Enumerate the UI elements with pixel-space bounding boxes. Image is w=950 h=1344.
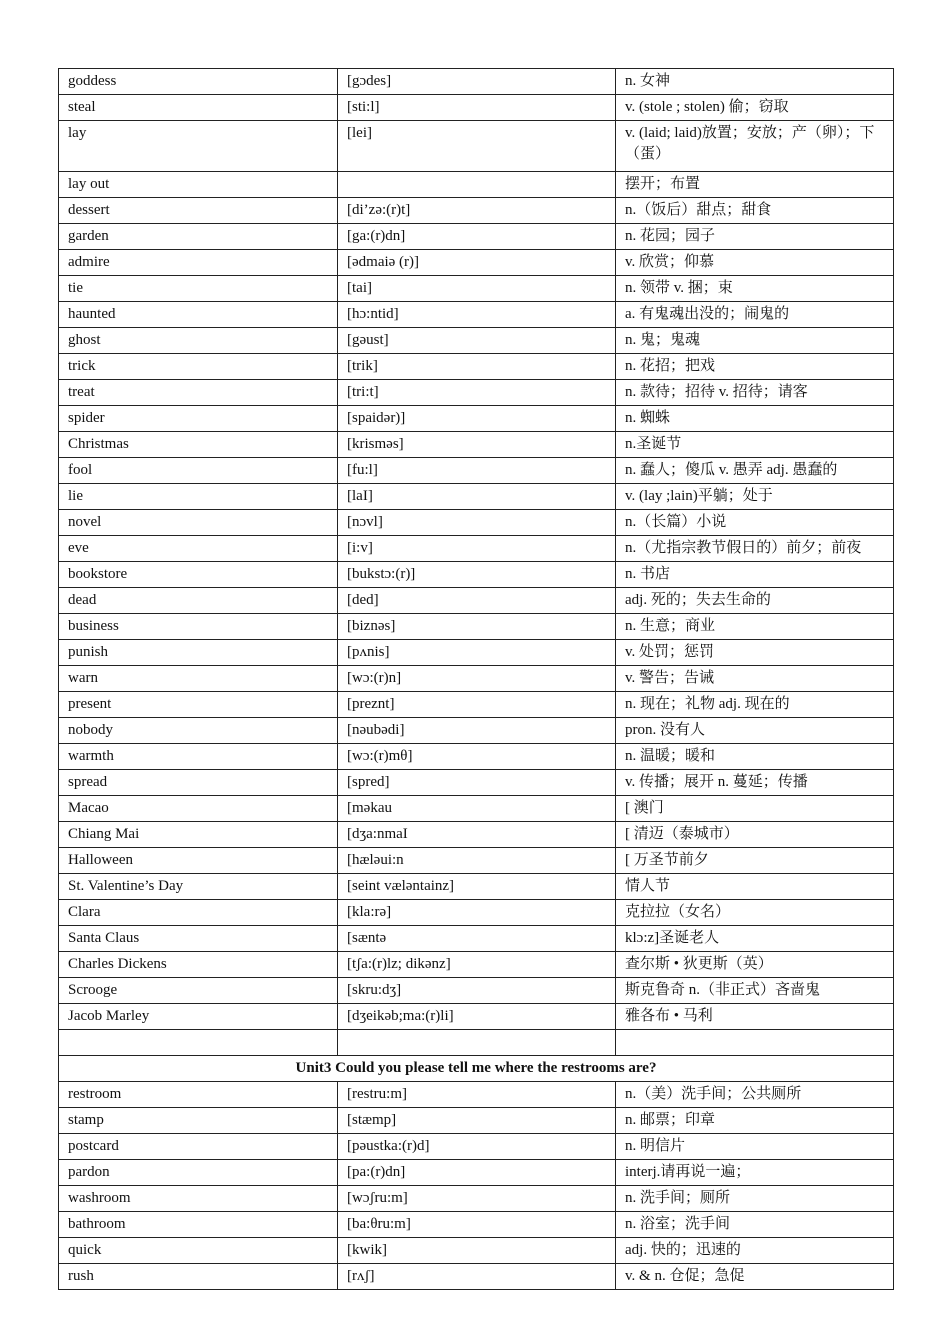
word-cell: dead <box>59 588 338 614</box>
word-cell: rush <box>59 1264 338 1290</box>
phonetic-cell: [nəubədi] <box>338 718 616 744</box>
table-row <box>59 900 894 926</box>
phonetic-cell: [bukstɔ:(r)] <box>338 562 616 588</box>
word-cell: Jacob Marley <box>59 1004 338 1030</box>
vocabulary-rows-part-1 <box>59 69 894 1056</box>
word-cell: quick <box>59 1238 338 1264</box>
vocabulary-page <box>58 68 892 1290</box>
meaning-cell: n.（饭后）甜点；甜食 <box>616 198 894 224</box>
phonetic-cell: [sæntə <box>338 926 616 952</box>
word-cell: postcard <box>59 1134 338 1160</box>
table-row <box>59 1212 894 1238</box>
phonetic-cell: [ədmaiə (r)] <box>338 250 616 276</box>
meaning-cell: n. 洗手间；厕所 <box>616 1186 894 1212</box>
table-row <box>59 692 894 718</box>
meaning-cell: 斯克鲁奇 n.（非正式）吝啬鬼 <box>616 978 894 1004</box>
table-row <box>59 328 894 354</box>
phonetic-cell: [kla:rə] <box>338 900 616 926</box>
meaning-cell: n. 蠢人；傻瓜 v. 愚弄 adj. 愚蠢的 <box>616 458 894 484</box>
word-cell: restroom <box>59 1082 338 1108</box>
table-row <box>59 796 894 822</box>
word-cell: washroom <box>59 1186 338 1212</box>
vocabulary-rows-part-2 <box>59 1082 894 1290</box>
phonetic-cell: [preznt] <box>338 692 616 718</box>
table-row <box>59 1082 894 1108</box>
table-row <box>59 224 894 250</box>
meaning-cell: n. 明信片 <box>616 1134 894 1160</box>
phonetic-cell: [di’zə:(r)t] <box>338 198 616 224</box>
phonetic-cell: [hæləui:n <box>338 848 616 874</box>
meaning-cell: klɔ:z]圣诞老人 <box>616 926 894 952</box>
phonetic-cell: [fu:l] <box>338 458 616 484</box>
unit-heading: Unit3 Could you please tell me where the restrooms are? <box>59 1056 894 1082</box>
phonetic-cell: [wɔ:(r)mθ] <box>338 744 616 770</box>
table-row <box>59 484 894 510</box>
phonetic-cell: [kwik] <box>338 1238 616 1264</box>
meaning-cell: n. 花招；把戏 <box>616 354 894 380</box>
word-cell: garden <box>59 224 338 250</box>
table-row <box>59 250 894 276</box>
table-row <box>59 458 894 484</box>
phonetic-cell: [stæmp] <box>338 1108 616 1134</box>
meaning-cell: n. 书店 <box>616 562 894 588</box>
meaning-cell: n. 现在；礼物 adj. 现在的 <box>616 692 894 718</box>
word-cell: nobody <box>59 718 338 744</box>
table-row <box>59 276 894 302</box>
word-cell: business <box>59 614 338 640</box>
phonetic-cell: [wɔʃru:m] <box>338 1186 616 1212</box>
meaning-cell: n.（长篇）小说 <box>616 510 894 536</box>
meaning-cell: n. 女神 <box>616 69 894 95</box>
phonetic-cell: [spaidər)] <box>338 406 616 432</box>
table-row <box>59 69 894 95</box>
phonetic-cell: [tai] <box>338 276 616 302</box>
meaning-cell: pron. 没有人 <box>616 718 894 744</box>
word-cell: goddess <box>59 69 338 95</box>
phonetic-cell: [pʌnis] <box>338 640 616 666</box>
meaning-cell: n.（尤指宗教节假日的）前夕；前夜 <box>616 536 894 562</box>
meaning-cell: [ 澳门 <box>616 796 894 822</box>
meaning-cell: n. 蜘蛛 <box>616 406 894 432</box>
table-row <box>59 510 894 536</box>
table-row <box>59 1186 894 1212</box>
table-row <box>59 770 894 796</box>
word-cell: punish <box>59 640 338 666</box>
word-cell: ghost <box>59 328 338 354</box>
phonetic-cell: [pəustka:(r)d] <box>338 1134 616 1160</box>
meaning-cell: n. 温暖；暖和 <box>616 744 894 770</box>
phonetic-cell: [wɔ:(r)n] <box>338 666 616 692</box>
phonetic-cell: [ded] <box>338 588 616 614</box>
table-row <box>59 406 894 432</box>
meaning-cell: [ 清迈（泰城市） <box>616 822 894 848</box>
meaning-cell: n. 款待；招待 v. 招待；请客 <box>616 380 894 406</box>
table-row <box>59 666 894 692</box>
meaning-cell: 雅各布 • 马利 <box>616 1004 894 1030</box>
table-row <box>59 432 894 458</box>
meaning-cell: n. 花园；园子 <box>616 224 894 250</box>
word-cell: steal <box>59 95 338 121</box>
phonetic-cell: [tʃa:(r)lz; dikənz] <box>338 952 616 978</box>
meaning-cell: n. 邮票；印章 <box>616 1108 894 1134</box>
meaning-cell: adj. 快的；迅速的 <box>616 1238 894 1264</box>
phonetic-cell: [seint vælәntainz] <box>338 874 616 900</box>
meaning-cell: v. (lay ;lain)平躺；处于 <box>616 484 894 510</box>
word-cell: Scrooge <box>59 978 338 1004</box>
word-cell: lay <box>59 121 338 172</box>
phonetic-cell: [restru:m] <box>338 1082 616 1108</box>
table-row <box>59 978 894 1004</box>
table-row <box>59 1160 894 1186</box>
word-cell: warmth <box>59 744 338 770</box>
phonetic-cell: [lei] <box>338 121 616 172</box>
table-row <box>59 614 894 640</box>
word-cell: pardon <box>59 1160 338 1186</box>
table-row <box>59 95 894 121</box>
word-cell: tie <box>59 276 338 302</box>
phonetic-cell: [trik] <box>338 354 616 380</box>
table-row <box>59 354 894 380</box>
unit-heading-section <box>59 1056 894 1082</box>
word-cell: present <box>59 692 338 718</box>
meaning-cell: v. 警告；告诫 <box>616 666 894 692</box>
word-cell: lay out <box>59 172 338 198</box>
phonetic-cell: [skru:dʒ] <box>338 978 616 1004</box>
vocabulary-table <box>58 68 894 1290</box>
table-row <box>59 1030 894 1056</box>
phonetic-cell: [i:v] <box>338 536 616 562</box>
meaning-cell: interj.请再说一遍； <box>616 1160 894 1186</box>
meaning-cell: 克拉拉（女名） <box>616 900 894 926</box>
table-row <box>59 302 894 328</box>
phonetic-cell: [nɔvl] <box>338 510 616 536</box>
phonetic-cell: [gəust] <box>338 328 616 354</box>
table-row <box>59 536 894 562</box>
meaning-cell: n. 鬼；鬼魂 <box>616 328 894 354</box>
table-row <box>59 588 894 614</box>
table-row <box>59 822 894 848</box>
meaning-cell: n.（美）洗手间；公共厕所 <box>616 1082 894 1108</box>
table-row <box>59 1004 894 1030</box>
phonetic-cell: [sti:l] <box>338 95 616 121</box>
meaning-cell: v. & n. 仓促；急促 <box>616 1264 894 1290</box>
phonetic-cell <box>338 172 616 198</box>
meaning-cell: v. 传播；展开 n. 蔓延；传播 <box>616 770 894 796</box>
phonetic-cell: [ga:(r)dn] <box>338 224 616 250</box>
table-row <box>59 562 894 588</box>
meaning-cell: n.圣诞节 <box>616 432 894 458</box>
word-cell: spread <box>59 770 338 796</box>
table-row <box>59 1134 894 1160</box>
phonetic-cell: [rʌʃ] <box>338 1264 616 1290</box>
meaning-cell: v. (laid; laid)放置；安放；产（卵）；下（蛋） <box>616 121 894 172</box>
phonetic-cell: [tri:t] <box>338 380 616 406</box>
table-row <box>59 380 894 406</box>
unit-heading-row <box>59 1056 894 1082</box>
word-cell: eve <box>59 536 338 562</box>
meaning-cell: a. 有鬼魂出没的；闹鬼的 <box>616 302 894 328</box>
table-row <box>59 1238 894 1264</box>
meaning-cell: 情人节 <box>616 874 894 900</box>
phonetic-cell: [ba:θru:m] <box>338 1212 616 1238</box>
meaning-cell: n. 领带 v. 捆；束 <box>616 276 894 302</box>
word-cell: lie <box>59 484 338 510</box>
meaning-cell: n. 浴室；洗手间 <box>616 1212 894 1238</box>
phonetic-cell: [hɔ:ntid] <box>338 302 616 328</box>
word-cell: fool <box>59 458 338 484</box>
meaning-cell: [ 万圣节前夕 <box>616 848 894 874</box>
word-cell: Christmas <box>59 432 338 458</box>
table-row <box>59 718 894 744</box>
word-cell <box>59 1030 338 1056</box>
word-cell: trick <box>59 354 338 380</box>
table-row <box>59 121 894 172</box>
phonetic-cell: [gɔdes] <box>338 69 616 95</box>
word-cell: Clara <box>59 900 338 926</box>
meaning-cell: n. 生意；商业 <box>616 614 894 640</box>
phonetic-cell: [dʒeikәb;ma:(r)li] <box>338 1004 616 1030</box>
table-row <box>59 874 894 900</box>
word-cell: novel <box>59 510 338 536</box>
word-cell: Santa Claus <box>59 926 338 952</box>
word-cell: spider <box>59 406 338 432</box>
meaning-cell: v. 欣赏；仰慕 <box>616 250 894 276</box>
meaning-cell: v. (stole ; stolen) 偷；窃取 <box>616 95 894 121</box>
phonetic-cell: [biznəs] <box>338 614 616 640</box>
word-cell: bathroom <box>59 1212 338 1238</box>
table-row <box>59 952 894 978</box>
word-cell: warn <box>59 666 338 692</box>
meaning-cell: 查尔斯 • 狄更斯（英） <box>616 952 894 978</box>
meaning-cell: 摆开；布置 <box>616 172 894 198</box>
table-row <box>59 744 894 770</box>
word-cell: haunted <box>59 302 338 328</box>
meaning-cell: adj. 死的；失去生命的 <box>616 588 894 614</box>
phonetic-cell: [pa:(r)dn] <box>338 1160 616 1186</box>
word-cell: dessert <box>59 198 338 224</box>
phonetic-cell: [krisməs] <box>338 432 616 458</box>
word-cell: Charles Dickens <box>59 952 338 978</box>
table-row <box>59 198 894 224</box>
phonetic-cell <box>338 1030 616 1056</box>
table-row <box>59 172 894 198</box>
word-cell: admire <box>59 250 338 276</box>
table-row <box>59 926 894 952</box>
word-cell: stamp <box>59 1108 338 1134</box>
word-cell: Macao <box>59 796 338 822</box>
phonetic-cell: [spred] <box>338 770 616 796</box>
phonetic-cell: [məkau <box>338 796 616 822</box>
phonetic-cell: [laI] <box>338 484 616 510</box>
word-cell: Halloween <box>59 848 338 874</box>
word-cell: bookstore <box>59 562 338 588</box>
word-cell: treat <box>59 380 338 406</box>
phonetic-cell: [dʒa:nmaI <box>338 822 616 848</box>
table-row <box>59 640 894 666</box>
word-cell: Chiang Mai <box>59 822 338 848</box>
table-row <box>59 1108 894 1134</box>
word-cell: St. Valentine’s Day <box>59 874 338 900</box>
table-row <box>59 1264 894 1290</box>
meaning-cell <box>616 1030 894 1056</box>
table-row <box>59 848 894 874</box>
meaning-cell: v. 处罚；惩罚 <box>616 640 894 666</box>
